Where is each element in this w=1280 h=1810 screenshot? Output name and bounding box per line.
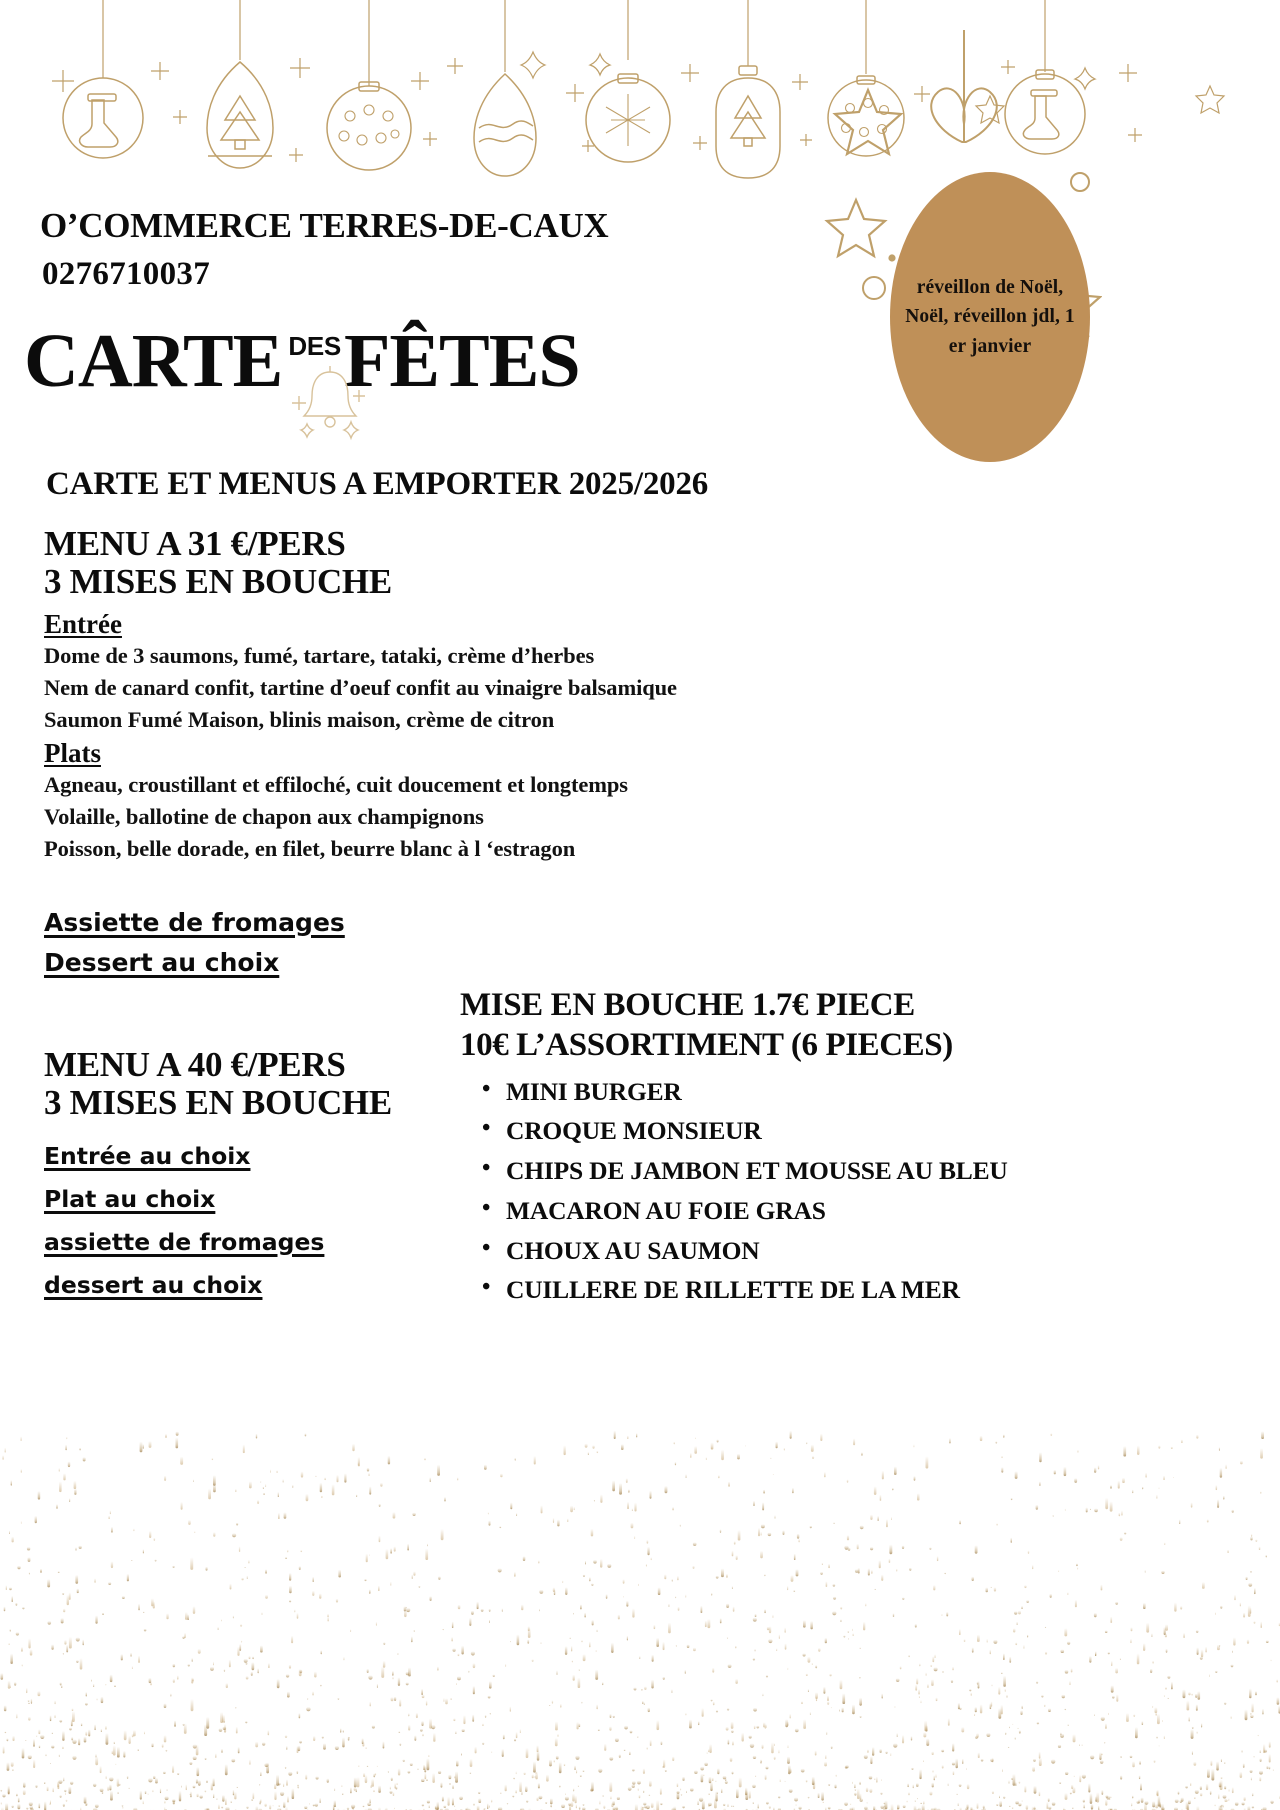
mb-item: • MINI BURGER <box>460 1072 1100 1112</box>
menu40-choice: dessert au choix <box>44 1270 263 1299</box>
menu40-choice: Plat au choix <box>44 1184 216 1213</box>
mb-item: • CROQUE MONSIEUR <box>460 1111 1100 1151</box>
christmas-tree-ornament <box>207 62 273 168</box>
stocking-ornament <box>63 78 143 158</box>
plat-item: Poisson, belle dorade, en filet, beurre blanc à l ‘estragon <box>44 836 576 862</box>
entree-item: Dome de 3 saumons, fumé, tartare, tataki, crème d’herbes <box>44 642 595 668</box>
bottom-gold-speckle <box>0 1390 1280 1810</box>
mb-item: • CHIPS DE JAMBON ET MOUSSE AU BLEU <box>460 1151 1100 1191</box>
badge-text: réveillon de Noël, Noël, réveillon jdl, 1 er janvier <box>905 276 1075 357</box>
dessert-choix-line: Dessert au choix <box>44 948 280 978</box>
plat-item: Agneau, croustillant et effiloché, cuit doucement et longtemps <box>44 772 628 798</box>
entree-item: Nem de canard confit, tartine d’oeuf confit au vinaigre balsamique <box>44 674 677 700</box>
entree-item: Saumon Fumé Maison, blinis maison, crème de citron <box>44 706 555 732</box>
menu40-heading-line1: MENU A 40 €/PERS <box>44 1045 346 1085</box>
assiette-fromages-line: Assiette de fromages <box>44 907 345 937</box>
holiday-badge <box>822 20 1102 460</box>
mb-item-list <box>460 1072 1100 1311</box>
mb-item: • CHOUX AU SAUMON <box>460 1231 1100 1271</box>
teardrop-ornament <box>474 74 536 176</box>
plats-label: Plats <box>44 738 101 769</box>
star-bauble <box>586 74 670 162</box>
title-carte: CARTE <box>24 319 283 403</box>
title-fetes: FÊTES <box>343 319 580 403</box>
title-des: DES <box>288 331 341 361</box>
mises-en-bouche-column <box>460 985 1100 1310</box>
mb-heading-line1: MISE EN BOUCHE 1.7€ PIECE <box>460 987 915 1023</box>
mb-item: • CUILLERE DE RILLETTE DE LA MER <box>460 1270 1100 1310</box>
entree-list <box>44 640 904 737</box>
menu40-heading-line2: 3 MISES EN BOUCHE <box>44 1082 392 1122</box>
menu40-choice: assiette de fromages <box>44 1227 325 1256</box>
entree-label: Entrée <box>44 608 122 639</box>
tree-bauble <box>716 66 780 178</box>
phone-number: 0276710037 <box>42 256 210 292</box>
mb-item: • MACARON AU FOIE GRAS <box>460 1191 1100 1231</box>
plats-list <box>44 769 904 866</box>
badge-oval <box>890 172 1090 462</box>
snowflake-bauble <box>327 82 411 170</box>
menu40-choice: Entrée au choix <box>44 1141 251 1170</box>
page-title <box>24 319 580 403</box>
page-subtitle: CARTE ET MENUS A EMPORTER 2025/2026 <box>46 466 709 502</box>
menu31-heading-line2: 3 MISES EN BOUCHE <box>44 561 392 601</box>
business-name: O’COMMERCE TERRES-DE-CAUX <box>40 206 609 245</box>
plat-item: Volaille, ballotine de chapon aux champignons <box>44 804 484 830</box>
mb-heading-line2: 10€ L’ASSORTIMENT (6 PIECES) <box>460 1027 953 1064</box>
menu31-heading-line1: MENU A 31 €/PERS <box>44 524 346 563</box>
